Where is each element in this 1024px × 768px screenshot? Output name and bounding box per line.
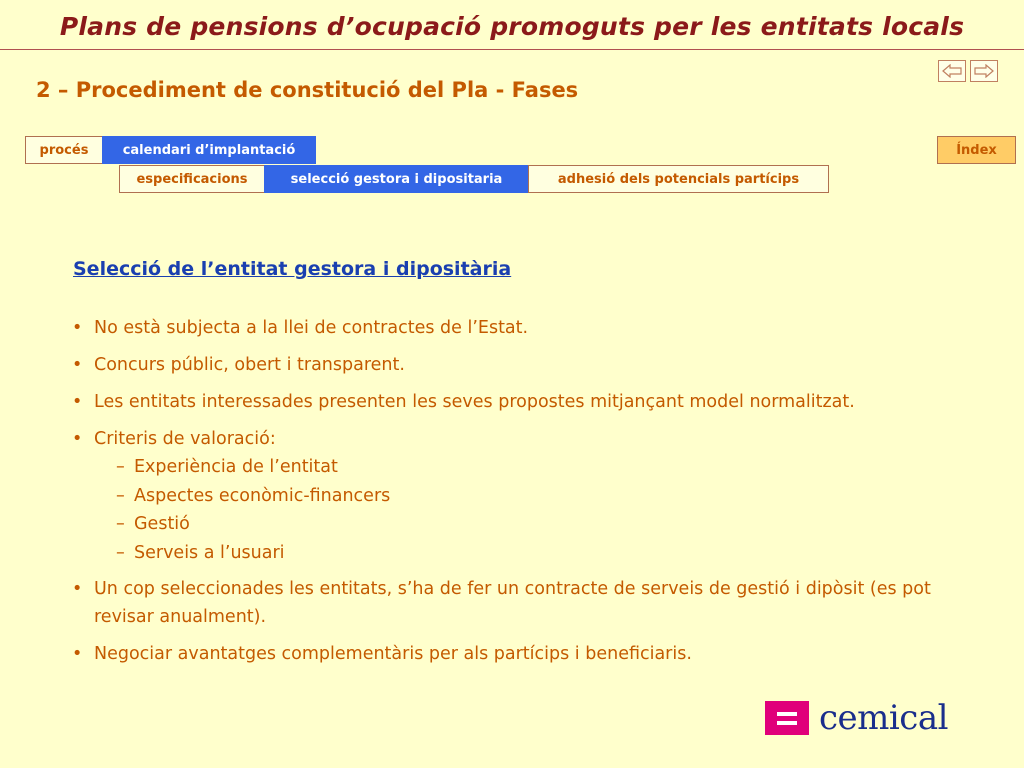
list-item: • Concurs públic, obert i transparent.	[72, 351, 992, 379]
section-title: 2 – Procediment de constitució del Pla - Fases	[36, 78, 579, 102]
sub-list-item: – Experiència de l’entitat	[94, 453, 992, 482]
list-item: • Un cop seleccionades les entitats, s’ha de fer un contracte de serveis de gestió i dipòsit (es pot revisar anualment).	[72, 575, 992, 631]
tab-especificacions[interactable]: especificacions	[119, 165, 265, 193]
tab-calendari-implantacio[interactable]: calendari d’implantació	[102, 136, 316, 164]
bullet-icon: •	[72, 392, 83, 412]
content-heading[interactable]: Selecció de l’entitat gestora i dipositària	[73, 258, 512, 280]
list-item: • Les entitats interessades presenten les seves propostes mitjançant model normalitzat.	[72, 388, 992, 416]
tab-adhesio-particips[interactable]: adhesió dels potencials partícips	[528, 165, 829, 193]
next-slide-button[interactable]	[970, 60, 998, 82]
nav-arrows	[938, 60, 998, 82]
dash-icon: –	[116, 485, 125, 506]
dash-icon: –	[116, 514, 125, 534]
list-item: • No està subjecta a la llei de contractes de l’Estat.	[72, 314, 992, 342]
bullet-icon: •	[72, 579, 83, 599]
dash-icon: –	[116, 542, 125, 563]
title-divider	[0, 49, 1024, 50]
left-arrow-icon	[942, 64, 962, 78]
bullet-icon: •	[72, 644, 83, 664]
sub-list-item: – Gestió	[94, 510, 992, 539]
list-item: • Criteris de valoració: – Experiència de l’entitat – Aspectes econòmic-financers – Gestió – Serveis a l’usuari	[72, 425, 992, 567]
logo-mark-icon	[765, 701, 809, 735]
sub-list-item: – Aspectes econòmic-financers	[94, 482, 992, 511]
index-button[interactable]: Índex	[937, 136, 1016, 164]
bullet-icon: •	[72, 318, 83, 338]
sub-list-item: – Serveis a l’usuari	[94, 539, 992, 568]
bullet-icon: •	[72, 429, 83, 449]
list-item: • Negociar avantatges complementàris per als partícips i beneficiaris.	[72, 640, 992, 668]
right-arrow-icon	[974, 64, 994, 78]
tab-seleccio-gestora[interactable]: selecció gestora i dipositaria	[264, 165, 529, 193]
prev-slide-button[interactable]	[938, 60, 966, 82]
bullet-icon: •	[72, 355, 83, 375]
bullet-list	[72, 314, 992, 677]
dash-icon: –	[116, 457, 125, 477]
logo-text: cemical	[819, 698, 948, 738]
page-title: Plans de pensions d’ocupació promoguts per les entitats locals	[59, 12, 965, 41]
cemical-logo	[765, 698, 948, 738]
criteria-list	[94, 453, 992, 567]
tab-proces[interactable]: procés	[25, 136, 103, 164]
